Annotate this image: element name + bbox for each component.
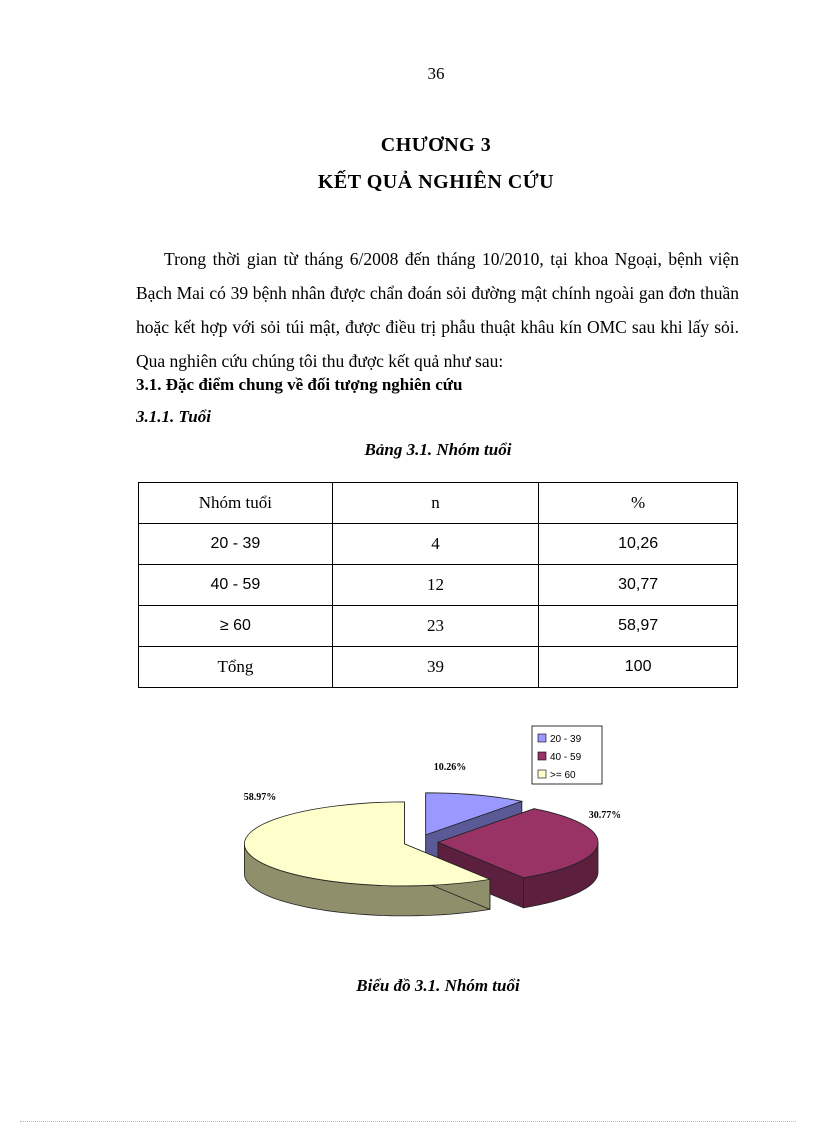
pie-chart-svg xyxy=(240,720,620,940)
subsection-heading: 3.1.1. Tuổi xyxy=(136,407,211,426)
table-cell: 30,77 xyxy=(539,565,738,606)
legend-entry: 20 - 39 xyxy=(550,734,582,745)
table-cell: 100 xyxy=(539,647,738,688)
table-row xyxy=(139,565,738,606)
pie-value-label: 30.77% xyxy=(588,810,620,821)
table-cell: 58,97 xyxy=(539,606,738,647)
page-bottom-rule xyxy=(20,1121,796,1122)
legend-swatch xyxy=(538,770,546,778)
table-header-cell: n xyxy=(332,483,538,524)
table-caption: Bảng 3.1. Nhóm tuổi xyxy=(364,440,512,459)
chapter-subtitle: KẾT QUẢ NGHIÊN CỨU xyxy=(317,171,555,193)
table-cell: Tổng xyxy=(139,647,333,688)
table-cell: 20 - 39 xyxy=(139,524,333,565)
intro-paragraph: Trong thời gian từ tháng 6/2008 đến tháng 10/2010, tại khoa Ngoại, bệnh viện Bạch Mai có 39 bệnh nhân được chẩn đoán sỏi đường mật chính ngoài gan đơn thuần hoặc kết hợp với sỏi túi mật, được điều trị phẫu thuật khâu kín OMC sau khi lấy sỏi. Qua nghiên cứu chúng tôi thu được kết quả như sau: xyxy=(136,249,739,371)
section-heading: 3.1. Đặc điểm chung về đối tượng nghiên cứu xyxy=(136,375,463,394)
table-cell: ≥ 60 xyxy=(139,606,333,647)
table-row xyxy=(139,606,738,647)
chart-caption: Biểu đồ 3.1. Nhóm tuổi xyxy=(356,976,520,995)
table-cell: 23 xyxy=(332,606,538,647)
legend-swatch xyxy=(538,752,546,760)
table-row xyxy=(139,647,738,688)
legend-entry: 40 - 59 xyxy=(550,752,582,763)
table-row xyxy=(139,524,738,565)
page-number: 36 xyxy=(427,64,445,83)
table-header-cell: % xyxy=(539,483,738,524)
table-cell: 39 xyxy=(332,647,538,688)
pie-value-label: 58.97% xyxy=(243,792,277,803)
table-header-row xyxy=(139,483,738,524)
pie-value-label: 10.26% xyxy=(433,762,467,773)
chapter-title: CHƯƠNG 3 xyxy=(380,134,492,156)
age-pie-chart xyxy=(240,720,620,940)
table-cell: 4 xyxy=(332,524,538,565)
legend-swatch xyxy=(538,734,546,742)
legend-entry: >= 60 xyxy=(550,770,576,781)
table-cell: 40 - 59 xyxy=(139,565,333,606)
age-group-table xyxy=(138,482,738,688)
table-cell: 12 xyxy=(332,565,538,606)
table-cell: 10,26 xyxy=(539,524,738,565)
table-header-cell: Nhóm tuổi xyxy=(139,483,333,524)
